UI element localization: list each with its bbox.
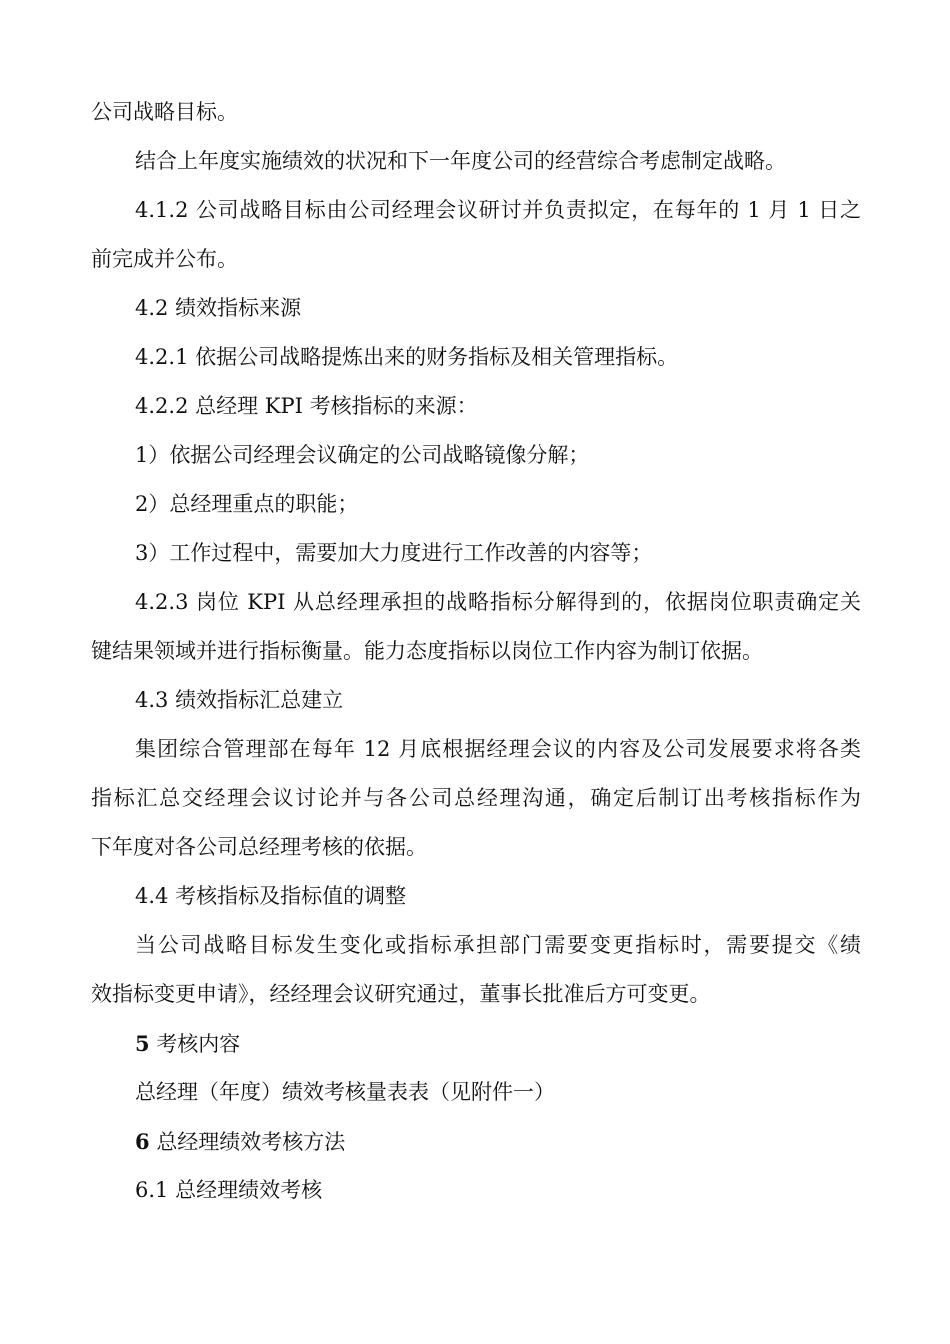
paragraph-line: 键结果领域并进行指标衡量。能力态度指标以岗位工作内容为制订依据。: [91, 639, 763, 663]
paragraph-line: 4.2.3 岗位 KPI 从总经理承担的战略指标分解得到的，依据岗位职责确定关: [135, 590, 861, 614]
section-heading-4-4: 4.4 考核指标及指标值的调整: [135, 884, 407, 908]
section-title: 总经理绩效考核方法: [156, 1130, 346, 1154]
section-number: 5: [135, 1031, 150, 1056]
paragraph-line: 效指标变更申请》，经经理会议研究通过，董事长批准后方可变更。: [91, 982, 711, 1006]
document-body: [91, 88, 861, 1215]
paragraph-line: 4.1.2 公司战略目标由公司经理会议研讨并负责拟定，在每年的 1 月 1 日之: [135, 198, 861, 222]
section-heading-5: [91, 1019, 861, 1068]
section-heading-6: [91, 1117, 861, 1166]
section-title: 考核内容: [156, 1032, 241, 1056]
list-item: 2）总经理重点的职能；: [135, 492, 359, 516]
paragraph-line: 当公司战略目标发生变化或指标承担部门需要变更指标时，需要提交《绩: [135, 933, 861, 957]
paragraph-line: 公司战略目标。: [91, 100, 238, 124]
section-heading-6-1: 6.1 总经理绩效考核: [135, 1178, 323, 1202]
list-item: 1）依据公司经理会议确定的公司战略镜像分解；: [135, 443, 590, 467]
paragraph-line: 下年度对各公司总经理考核的依据。: [91, 835, 427, 859]
section-heading-4-2: 4.2 绩效指标来源: [135, 296, 302, 320]
paragraph-line: 集团综合管理部在每年 12 月底根据经理会议的内容及公司发展要求将各类: [135, 737, 861, 761]
section-number: 6: [135, 1129, 150, 1154]
paragraph-line: 指标汇总交经理会议讨论并与各公司总经理沟通，确定后制订出考核指标作为: [91, 786, 861, 810]
paragraph-line: 前完成并公布。: [91, 247, 238, 271]
paragraph-line: 4.2.2 总经理 KPI 考核指标的来源：: [135, 394, 478, 418]
paragraph-line: 总经理（年度）绩效考核量表表（见附件一）: [135, 1080, 555, 1104]
section-heading-4-3: 4.3 绩效指标汇总建立: [135, 688, 344, 712]
list-item: 3）工作过程中，需要加大力度进行工作改善的内容等；: [135, 541, 653, 565]
paragraph-line: 结合上年度实施绩效的状况和下一年度公司的经营综合考虑制定战略。: [135, 149, 786, 173]
paragraph-line: 4.2.1 依据公司战略提炼出来的财务指标及相关管理指标。: [135, 345, 679, 369]
